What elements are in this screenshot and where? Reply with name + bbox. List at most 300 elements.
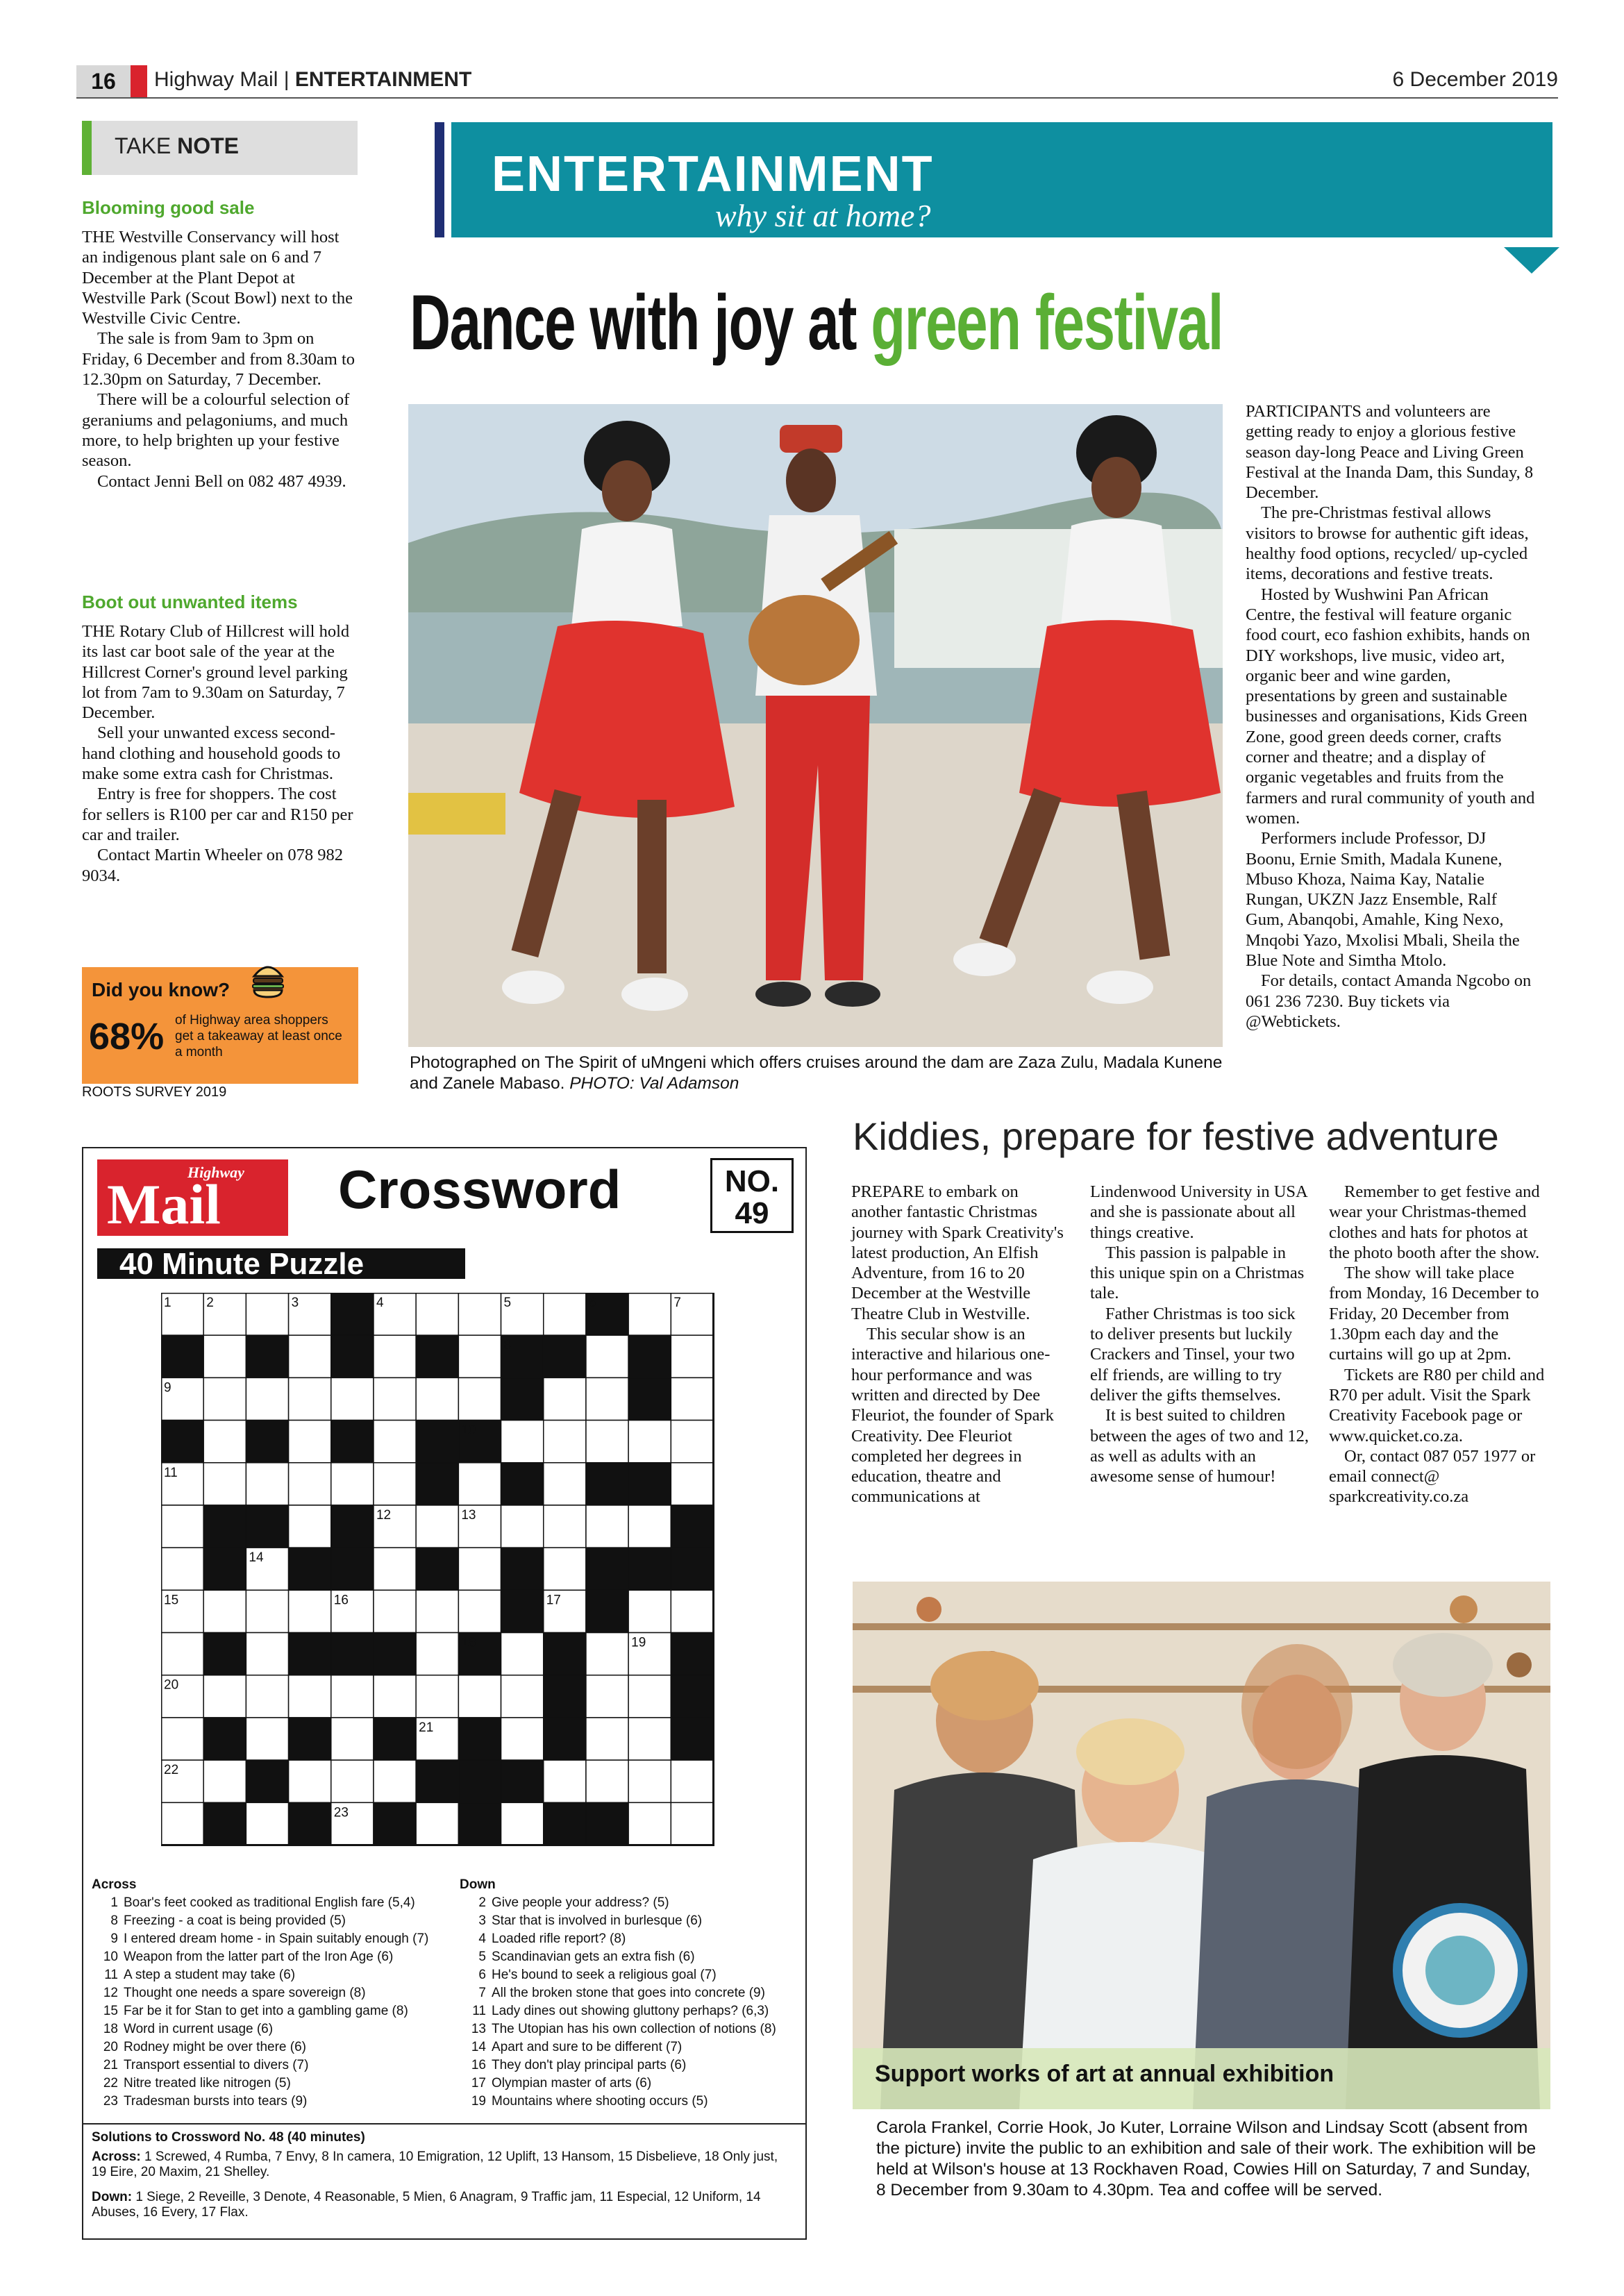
headline-part-1: Dance with joy at bbox=[410, 279, 871, 366]
grid-cell[interactable] bbox=[458, 1377, 501, 1420]
grid-number: 20 bbox=[164, 1677, 179, 1693]
clue-number: 1 bbox=[110, 1895, 118, 1910]
grid-block bbox=[586, 1463, 628, 1505]
festival-article bbox=[1246, 401, 1537, 1032]
clue-text: Olympian master of arts (6) bbox=[492, 2076, 652, 2090]
grid-cell[interactable] bbox=[289, 1335, 331, 1377]
grid-block bbox=[628, 1548, 671, 1590]
grid-number: 3 bbox=[291, 1296, 299, 1310]
grid-cell[interactable] bbox=[374, 1760, 416, 1802]
clue-across-11 bbox=[92, 1968, 467, 1983]
clue-across-10 bbox=[92, 1950, 467, 1965]
paragraph: THE Rotary Club of Hillcrest will hold its last car boot sale of the year at the Hillcrest Corner's ground level parking lot from 7am to 9.30am on Saturday, 7 December. bbox=[82, 622, 350, 723]
grid-block bbox=[458, 1718, 501, 1760]
clue-number: 21 bbox=[103, 2058, 118, 2072]
grid-cell[interactable] bbox=[416, 1675, 458, 1718]
crossword-grid[interactable] bbox=[161, 1293, 730, 1857]
grid-block bbox=[289, 1718, 331, 1760]
paragraph: Tickets are R80 per child and R70 per adult. Visit the Spark Creativity Facebook page or www.quicket.co.za. bbox=[1329, 1365, 1545, 1446]
grid-block bbox=[289, 1633, 331, 1675]
clue-number: 11 bbox=[472, 2004, 486, 2018]
grid-block bbox=[331, 1293, 374, 1335]
clue-down-13 bbox=[460, 2022, 807, 2037]
grid-cell[interactable] bbox=[416, 1293, 458, 1335]
clue-down-17 bbox=[460, 2076, 807, 2091]
clue-text: They don't play principal parts (6) bbox=[492, 2058, 687, 2072]
grid-block bbox=[586, 1548, 628, 1590]
clue-number: 15 bbox=[103, 2004, 118, 2018]
grid-number: 2 bbox=[206, 1296, 214, 1310]
grid-block bbox=[501, 1377, 544, 1420]
paragraph: Lindenwood University in USA and she is passionate about all things creative. bbox=[1090, 1182, 1307, 1242]
grid-cell[interactable] bbox=[203, 1421, 246, 1463]
clue-text: Mountains where shooting occurs (5) bbox=[492, 2094, 708, 2109]
grid-cell[interactable] bbox=[671, 1421, 713, 1463]
grid-cell[interactable] bbox=[289, 1463, 331, 1505]
paragraph: PREPARE to embark on another fantastic Christmas journey with Spark Creativity's latest production, An Elfish Adventure, from 16 to 20 December at the Westville Theatre Club in Westville. bbox=[851, 1182, 1064, 1323]
exhibition-photo-illustration bbox=[853, 1582, 1550, 2109]
kiddies-column-3 bbox=[1329, 1182, 1551, 1507]
grid-cell[interactable] bbox=[586, 1718, 628, 1760]
grid-block bbox=[203, 1802, 246, 1845]
grid-number: 15 bbox=[164, 1593, 179, 1608]
grid-cell[interactable] bbox=[374, 1377, 416, 1420]
grid-number: 9 bbox=[164, 1380, 171, 1396]
grid-number: 11 bbox=[164, 1465, 178, 1480]
grid-cell[interactable] bbox=[246, 1590, 288, 1632]
clue-number: 19 bbox=[471, 2094, 486, 2109]
clue-down-5 bbox=[460, 1950, 807, 1965]
grid-block bbox=[458, 1760, 501, 1802]
caption-text: Photographed on The Spirit of uMngeni which offers cruises around the dam are Zaza Zulu, Madala Kunene and Zanele Mabaso. bbox=[410, 1053, 1223, 1093]
grid-cell[interactable] bbox=[544, 1548, 586, 1590]
grid-number: 23 bbox=[333, 1805, 349, 1820]
grid-cell[interactable] bbox=[501, 1421, 544, 1463]
grid-cell[interactable] bbox=[161, 1633, 203, 1675]
clue-text: All the broken stone that goes into concrete (9) bbox=[492, 1986, 765, 2000]
solutions-across-label: Across: bbox=[92, 2150, 141, 2164]
grid-cell[interactable] bbox=[586, 1377, 628, 1420]
grid-block bbox=[289, 1802, 331, 1845]
paragraph: Sell your unwanted excess second-hand clothing and household goods to make some extra cash for Christmas. bbox=[82, 723, 341, 784]
clue-number: 8 bbox=[110, 1913, 118, 1928]
banner-white-gap bbox=[444, 122, 451, 237]
clue-number: 16 bbox=[471, 2058, 486, 2072]
clue-down-7 bbox=[460, 1986, 807, 2001]
clue-number: 11 bbox=[104, 1968, 118, 1982]
grid-cell[interactable] bbox=[289, 1760, 331, 1802]
grid-block bbox=[246, 1760, 288, 1802]
paragraph: For details, contact Amanda Ngcobo on 061 236 7230. Buy tickets via @Webtickets. bbox=[1246, 971, 1532, 1031]
grid-block bbox=[203, 1718, 246, 1760]
grid-cell[interactable] bbox=[203, 1335, 246, 1377]
grid-block bbox=[289, 1548, 331, 1590]
grid-number: 17 bbox=[546, 1593, 561, 1608]
grid-number: 7 bbox=[673, 1296, 681, 1310]
clue-across-20 bbox=[92, 2040, 467, 2055]
grid-cell[interactable] bbox=[628, 1675, 671, 1718]
grid-cell[interactable] bbox=[246, 1718, 288, 1760]
grid-cell[interactable] bbox=[501, 1505, 544, 1548]
grid-cell[interactable] bbox=[671, 1463, 713, 1505]
page-number: 16 bbox=[76, 65, 131, 97]
grid-number: 18 bbox=[461, 1635, 476, 1650]
grid-cell[interactable] bbox=[246, 1463, 288, 1505]
grid-cell[interactable] bbox=[374, 1590, 416, 1632]
clue-text: Scandinavian gets an extra fish (6) bbox=[492, 1950, 695, 1964]
grid-block bbox=[374, 1633, 416, 1675]
clue-down-11 bbox=[460, 2004, 807, 2019]
grid-cell[interactable] bbox=[628, 1760, 671, 1802]
grid-cell[interactable] bbox=[331, 1463, 374, 1505]
solutions-rule bbox=[82, 2123, 807, 2125]
clue-across-15 bbox=[92, 2004, 467, 2019]
grid-cell[interactable] bbox=[501, 1802, 544, 1845]
grid-cell[interactable] bbox=[458, 1293, 501, 1335]
grid-cell[interactable] bbox=[374, 1463, 416, 1505]
clue-number: 5 bbox=[478, 1950, 486, 1964]
paragraph: Contact Jenni Bell on 082 487 4939. bbox=[97, 471, 346, 491]
grid-number: 21 bbox=[419, 1720, 434, 1735]
clue-text: Rodney might be over there (6) bbox=[124, 2040, 306, 2054]
festival-headline bbox=[410, 278, 1223, 367]
grid-cell[interactable] bbox=[374, 1548, 416, 1590]
paragraph: Contact Martin Wheeler on 078 982 9034. bbox=[82, 846, 344, 885]
grid-cell[interactable] bbox=[544, 1377, 586, 1420]
grid-block bbox=[331, 1335, 374, 1377]
grid-block bbox=[671, 1505, 713, 1548]
grid-cell[interactable] bbox=[586, 1421, 628, 1463]
grid-cell[interactable] bbox=[203, 1675, 246, 1718]
grid-cell[interactable] bbox=[586, 1633, 628, 1675]
paragraph: PARTICIPANTS and volunteers are getting ready to enjoy a glorious festive season day-long Peace and Living Green Festival at the Inanda Dam, this Sunday, 8 December. bbox=[1246, 402, 1534, 503]
grid-cell[interactable] bbox=[628, 1802, 671, 1845]
solutions-down-label: Down: bbox=[92, 2190, 133, 2204]
grid-cell[interactable] bbox=[161, 1505, 203, 1548]
grid-block bbox=[416, 1548, 458, 1590]
clue-text: Loaded rifle report? (8) bbox=[492, 1932, 626, 1946]
clue-down-4 bbox=[460, 1932, 807, 1947]
grid-cell[interactable] bbox=[458, 1590, 501, 1632]
grid-block bbox=[203, 1548, 246, 1590]
grid-block bbox=[544, 1633, 586, 1675]
clue-down-2 bbox=[460, 1895, 807, 1911]
banner-navy-bar bbox=[435, 122, 444, 237]
grid-cell[interactable] bbox=[544, 1421, 586, 1463]
clue-across-23 bbox=[92, 2094, 467, 2109]
crossword-title: Crossword bbox=[338, 1159, 621, 1220]
clue-text: Weapon from the latter part of the Iron Age (6) bbox=[124, 1950, 394, 1964]
grid-block bbox=[544, 1335, 586, 1377]
did-you-know-text: of Highway area shoppers get a takeaway at least once a month bbox=[175, 1013, 342, 1059]
grid-block bbox=[544, 1802, 586, 1845]
grid-cell[interactable] bbox=[416, 1590, 458, 1632]
grid-block bbox=[628, 1335, 671, 1377]
grid-block bbox=[628, 1463, 671, 1505]
grid-cell[interactable] bbox=[628, 1718, 671, 1760]
take-note-heading: Blooming good sale bbox=[82, 197, 255, 218]
festival-photo-illustration bbox=[408, 404, 1223, 1047]
kiddies-headline: Kiddies, prepare for festive adventure bbox=[853, 1114, 1499, 1158]
grid-block bbox=[161, 1335, 203, 1377]
grid-cell[interactable] bbox=[628, 1421, 671, 1463]
exhibition-headline: Support works of art at annual exhibition bbox=[875, 2061, 1334, 2087]
grid-number: 10 bbox=[461, 1423, 476, 1438]
clue-down-19 bbox=[460, 2094, 807, 2109]
grid-cell[interactable] bbox=[203, 1760, 246, 1802]
clue-text: Transport essential to divers (7) bbox=[124, 2058, 309, 2072]
clue-text: Star that is involved in burlesque (6) bbox=[492, 1913, 703, 1928]
paragraph: It is best suited to children between the ages of two and 12, as well as adults with an awesome sense of humour! bbox=[1090, 1406, 1309, 1486]
clue-text: The Utopian has his own collection of notions (8) bbox=[492, 2022, 776, 2036]
grid-number: 12 bbox=[376, 1507, 392, 1523]
grid-block bbox=[501, 1463, 544, 1505]
grid-cell[interactable] bbox=[289, 1505, 331, 1548]
clue-across-8 bbox=[92, 1913, 467, 1929]
clue-text: A step a student may take (6) bbox=[124, 1968, 296, 1982]
grid-cell[interactable] bbox=[671, 1590, 713, 1632]
clue-number: 3 bbox=[478, 1913, 486, 1928]
take-note-label-b: NOTE bbox=[177, 133, 239, 158]
grid-cell[interactable] bbox=[544, 1505, 586, 1548]
clue-number: 14 bbox=[471, 2040, 486, 2054]
grid-block bbox=[586, 1590, 628, 1632]
clue-text: Nitre treated like nitrogen (5) bbox=[124, 2076, 291, 2090]
section-name: ENTERTAINMENT bbox=[294, 68, 472, 91]
clue-across-21 bbox=[92, 2058, 467, 2073]
take-note-item-2 bbox=[82, 592, 358, 886]
grid-cell[interactable] bbox=[671, 1802, 713, 1845]
clue-number: 4 bbox=[478, 1932, 486, 1946]
clue-text: Far be it for Stan to get into a gambling game (8) bbox=[124, 2004, 408, 2018]
clue-text: Give people your address? (5) bbox=[492, 1895, 669, 1910]
down-label: Down bbox=[460, 1877, 496, 1892]
grid-block bbox=[458, 1802, 501, 1845]
paragraph: Hosted by Wushwini Pan African Centre, the festival will feature organic food court, eco fashion exhibits, hands on DIY workshops, live music, video art, organic beer and wine garden, presentations by green and sustainable businesses and organisations, Kids Green Zone, good green deeds corner, crafts corner and theatre; and a display of organic vegetables and fruits from the farmers and rural community of youth and women. bbox=[1246, 585, 1535, 828]
grid-cell[interactable] bbox=[586, 1675, 628, 1718]
clue-text: Tradesman bursts into tears (9) bbox=[124, 2094, 308, 2109]
clue-number: 12 bbox=[103, 1986, 118, 2000]
grid-block bbox=[544, 1718, 586, 1760]
grid-block bbox=[161, 1421, 203, 1463]
grid-cell[interactable] bbox=[501, 1675, 544, 1718]
clue-number: 20 bbox=[103, 2040, 118, 2054]
grid-cell[interactable] bbox=[374, 1675, 416, 1718]
paragraph: The pre-Christmas festival allows visitors to browse for authentic gift ideas, healthy food options, recycled/ up-cycled items, decorations and festive treats. bbox=[1246, 503, 1529, 584]
grid-block bbox=[416, 1760, 458, 1802]
grid-cell[interactable] bbox=[289, 1377, 331, 1420]
burger-icon bbox=[251, 961, 285, 1000]
clue-down-16 bbox=[460, 2058, 807, 2073]
paragraph: THE Westville Conservancy will host an indigenous plant sale on 6 and 7 December at the Plant Depot at Westville Park (Scout Bowl) next to the Westville Civic Centre. bbox=[82, 228, 353, 328]
clue-text: Thought one needs a spare sovereign (8) bbox=[124, 1986, 366, 2000]
banner-subtitle: why sit at home? bbox=[715, 198, 931, 233]
grid-cell[interactable] bbox=[671, 1335, 713, 1377]
headline-part-2: green festival bbox=[871, 279, 1223, 366]
grid-cell[interactable] bbox=[458, 1463, 501, 1505]
clue-down-14 bbox=[460, 2040, 807, 2055]
grid-cell[interactable] bbox=[331, 1718, 374, 1760]
across-label: Across bbox=[92, 1877, 137, 1892]
grid-cell[interactable] bbox=[544, 1760, 586, 1802]
take-note-accent bbox=[82, 121, 92, 175]
grid-cell[interactable] bbox=[289, 1675, 331, 1718]
take-note-item-1 bbox=[82, 197, 358, 492]
take-note-label bbox=[115, 133, 239, 159]
grid-cell[interactable] bbox=[501, 1718, 544, 1760]
grid-block bbox=[671, 1675, 713, 1718]
clue-number: 17 bbox=[471, 2076, 486, 2090]
crossword-number-label: NO. bbox=[724, 1164, 780, 1198]
grid-cell[interactable] bbox=[458, 1335, 501, 1377]
grid-cell[interactable] bbox=[246, 1675, 288, 1718]
grid-cell[interactable] bbox=[671, 1760, 713, 1802]
grid-block bbox=[331, 1633, 374, 1675]
grid-cell[interactable] bbox=[628, 1293, 671, 1335]
clue-across-1 bbox=[92, 1895, 467, 1911]
grid-number: 5 bbox=[503, 1296, 512, 1310]
clue-text: Word in current usage (6) bbox=[124, 2022, 274, 2036]
grid-block bbox=[416, 1335, 458, 1377]
grid-cell[interactable] bbox=[458, 1675, 501, 1718]
grid-cell[interactable] bbox=[203, 1590, 246, 1632]
paragraph: Remember to get festive and wear your Christmas-themed clothes and hats for photos at the photo booth after the show. bbox=[1329, 1182, 1540, 1262]
grid-cell[interactable] bbox=[331, 1760, 374, 1802]
grid-cell[interactable] bbox=[586, 1760, 628, 1802]
clue-number: 18 bbox=[103, 2022, 118, 2036]
grid-number: 19 bbox=[631, 1635, 646, 1650]
logo-top-text: Highway bbox=[187, 1164, 244, 1181]
grid-block bbox=[246, 1505, 288, 1548]
grid-cell[interactable] bbox=[416, 1377, 458, 1420]
clue-text: Freezing - a coat is being provided (5) bbox=[124, 1913, 346, 1928]
grid-block bbox=[501, 1590, 544, 1632]
grid-cell[interactable] bbox=[501, 1633, 544, 1675]
paragraph: The sale is from 9am to 3pm on Friday, 6 December and from 8.30am to 12.30pm on Saturday, 7 December. bbox=[82, 329, 355, 389]
paragraph: Father Christmas is too sick to deliver presents but luckily Crackers and Tinsel, your two elf friends, are willing to try deliver the gifts themselves. bbox=[1090, 1304, 1296, 1405]
kiddies-column-1 bbox=[851, 1182, 1073, 1507]
clue-text: Lady dines out showing gluttony perhaps? (6,3) bbox=[492, 2004, 769, 2018]
grid-block bbox=[501, 1548, 544, 1590]
grid-cell[interactable] bbox=[544, 1463, 586, 1505]
grid-block bbox=[416, 1463, 458, 1505]
grid-number: 8 bbox=[503, 1338, 512, 1353]
grid-cell[interactable] bbox=[161, 1718, 203, 1760]
paragraph: Entry is free for shoppers. The cost for sellers is R100 per car and R150 per car and trailer. bbox=[82, 785, 353, 844]
grid-cell[interactable] bbox=[586, 1505, 628, 1548]
grid-block bbox=[628, 1377, 671, 1420]
grid-cell[interactable] bbox=[246, 1633, 288, 1675]
grid-cell[interactable] bbox=[416, 1633, 458, 1675]
grid-block bbox=[544, 1675, 586, 1718]
take-note-heading: Boot out unwanted items bbox=[82, 592, 298, 612]
grid-cell[interactable] bbox=[331, 1377, 374, 1420]
clue-number: 23 bbox=[103, 2094, 118, 2109]
grid-block bbox=[203, 1633, 246, 1675]
grid-cell[interactable] bbox=[246, 1377, 288, 1420]
grid-cell[interactable] bbox=[416, 1505, 458, 1548]
grid-cell[interactable] bbox=[586, 1335, 628, 1377]
clue-text: I entered dream home - in Spain suitably enough (7) bbox=[124, 1932, 429, 1946]
grid-block bbox=[374, 1802, 416, 1845]
clue-text: Apart and sure to be different (7) bbox=[492, 2040, 683, 2054]
publication-label: Highway Mail | ENTERTAINMENT bbox=[154, 68, 472, 91]
grid-cell[interactable] bbox=[544, 1293, 586, 1335]
grid-cell[interactable] bbox=[161, 1548, 203, 1590]
photo-credit: PHOTO: Val Adamson bbox=[569, 1074, 739, 1093]
publication-name: Highway Mail bbox=[154, 68, 278, 91]
grid-cell[interactable] bbox=[374, 1421, 416, 1463]
crossword-number bbox=[710, 1158, 794, 1233]
issue-date: 6 December 2019 bbox=[1392, 68, 1558, 91]
banner-triangle bbox=[1504, 247, 1559, 274]
banner-title: ENTERTAINMENT bbox=[492, 146, 934, 202]
header-red-marker bbox=[131, 65, 147, 97]
grid-block bbox=[671, 1633, 713, 1675]
grid-block bbox=[671, 1548, 713, 1590]
grid-block bbox=[203, 1505, 246, 1548]
grid-block bbox=[671, 1718, 713, 1760]
clue-number: 10 bbox=[103, 1950, 118, 1964]
exhibition-photo bbox=[853, 1582, 1550, 2109]
grid-cell[interactable] bbox=[289, 1421, 331, 1463]
grid-cell[interactable] bbox=[203, 1463, 246, 1505]
clue-number: 13 bbox=[471, 2022, 486, 2036]
clue-across-9 bbox=[92, 1932, 467, 1947]
paragraph: There will be a colourful selection of geraniums and pelagoniums, and much more, to help brighten up your festive season. bbox=[82, 390, 350, 471]
grid-cell[interactable] bbox=[628, 1590, 671, 1632]
take-note-label-a: TAKE bbox=[115, 133, 171, 158]
clue-number: 9 bbox=[110, 1932, 118, 1946]
grid-number: 16 bbox=[333, 1593, 349, 1608]
grid-cell[interactable] bbox=[246, 1802, 288, 1845]
grid-cell[interactable] bbox=[671, 1377, 713, 1420]
grid-cell[interactable] bbox=[374, 1335, 416, 1377]
survey-source: ROOTS SURVEY 2019 bbox=[82, 1084, 227, 1100]
grid-block bbox=[374, 1718, 416, 1760]
grid-block bbox=[586, 1802, 628, 1845]
kiddies-column-2 bbox=[1090, 1182, 1312, 1486]
grid-block bbox=[416, 1421, 458, 1463]
grid-block bbox=[246, 1421, 288, 1463]
clue-number: 7 bbox=[478, 1986, 486, 2000]
paragraph: Or, contact 087 057 1977 or email connect@ sparkcreativity.co.za bbox=[1329, 1446, 1536, 1507]
logo-main-text: Mail bbox=[107, 1173, 221, 1236]
grid-cell[interactable] bbox=[289, 1590, 331, 1632]
clue-across-22 bbox=[92, 2076, 467, 2091]
grid-cell[interactable] bbox=[203, 1377, 246, 1420]
paragraph: This secular show is an interactive and hilarious one-hour performance and was written and directed by Dee Fleuriot, the founder of Spark Creativity. Dee Fleuriot completed her degrees in education, theatre and communications at bbox=[851, 1325, 1054, 1507]
clue-across-12 bbox=[92, 1986, 467, 2001]
clue-number: 6 bbox=[478, 1968, 486, 1982]
grid-cell[interactable] bbox=[458, 1548, 501, 1590]
clue-number: 22 bbox=[103, 2076, 118, 2090]
solutions-across: 1 Screwed, 4 Rumba, 7 Envy, 8 In camera, 10 Emigration, 12 Uplift, 13 Hansom, 15 Disbelieve, 18 Only just, 19 Eire, 20 Maxim, 21 Shelley. bbox=[92, 2150, 778, 2179]
solutions-title: Solutions to Crossword No. 48 (40 minutes) bbox=[92, 2130, 365, 2145]
grid-cell[interactable] bbox=[331, 1675, 374, 1718]
grid-cell[interactable] bbox=[416, 1802, 458, 1845]
solutions bbox=[92, 2130, 793, 2220]
clue-down-3 bbox=[460, 1913, 807, 1929]
clue-text: He's bound to seek a religious goal (7) bbox=[492, 1968, 717, 1982]
grid-cell[interactable] bbox=[161, 1802, 203, 1845]
grid-cell[interactable] bbox=[628, 1505, 671, 1548]
clue-down-6 bbox=[460, 1968, 807, 1983]
paragraph: The show will take place from Monday, 16 December to Friday, 20 December from 1.30pm each day and the curtains will go up at 2pm. bbox=[1329, 1264, 1539, 1364]
grid-block bbox=[331, 1505, 374, 1548]
across-clues bbox=[92, 1877, 467, 2109]
grid-cell[interactable] bbox=[246, 1293, 288, 1335]
